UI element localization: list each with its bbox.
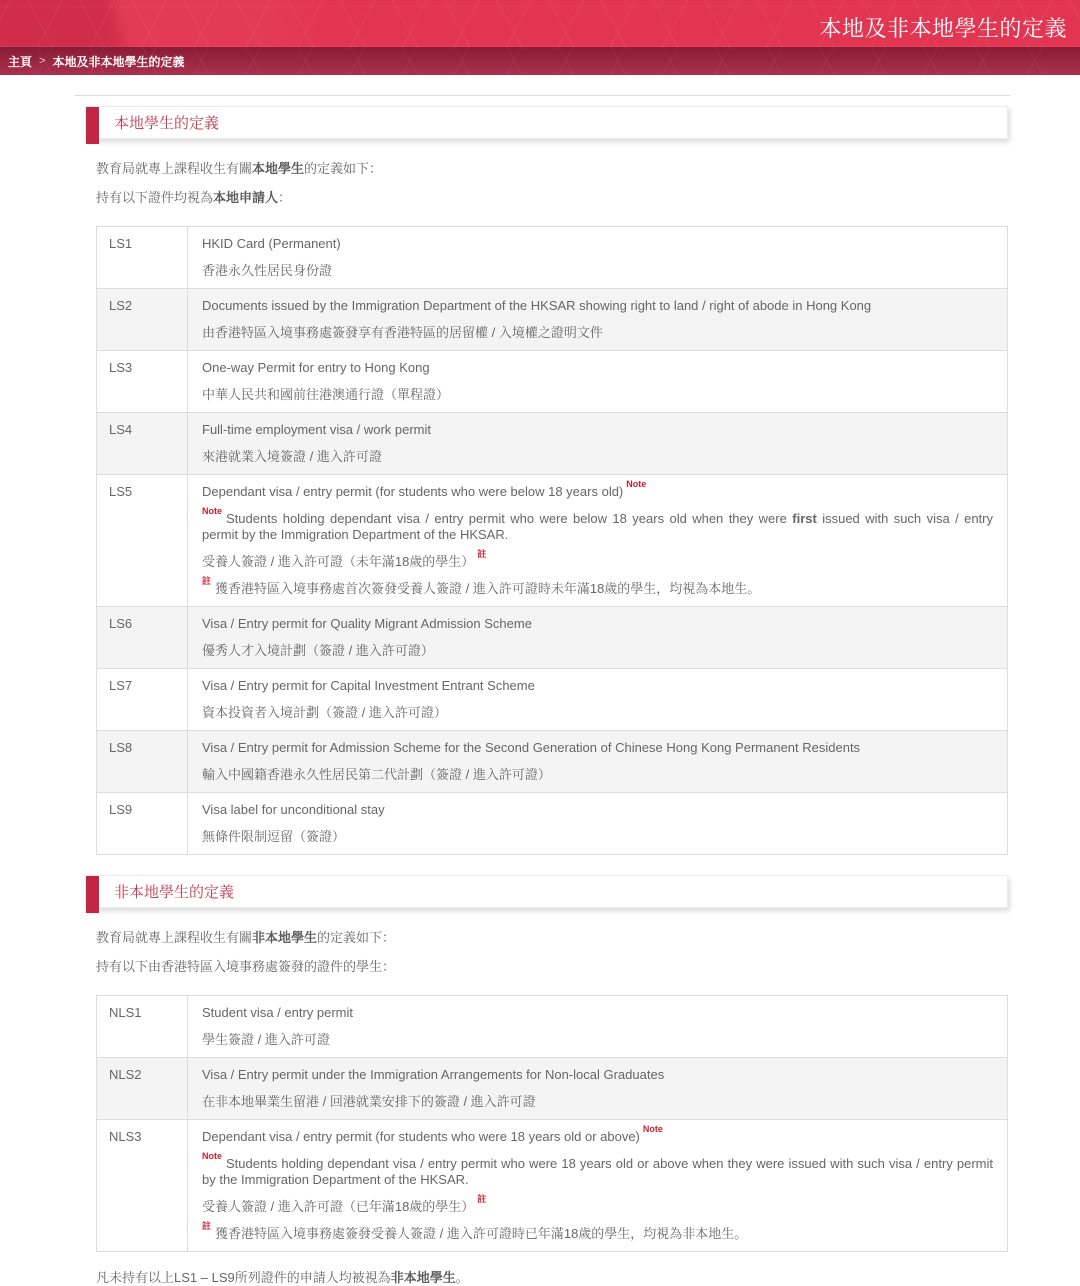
section-body-nonlocal [96,930,1008,1252]
section-heading-nonlocal: 非本地學生的定義 [114,884,235,901]
row-text-zh: 優秀人才入境計劃（簽證 / 進入許可證） [202,643,434,658]
row-code: LS9 [97,793,188,854]
table-row-ls1 [97,227,1007,288]
table-row-ls9 [97,792,1007,854]
table-row-ls6 [97,606,1007,668]
intro-paragraph: 教育局就專上課程收生有關本地學生的定義如下： [96,161,383,176]
row-text-en: HKID Card (Permanent) [202,236,341,251]
intro-paragraph: 持有以下證件均視為本地申請人： [96,190,292,205]
note-marker: Note [642,1123,663,1134]
local-students-table [96,226,1008,855]
row-code: LS5 [97,475,188,606]
row-text-en: Dependant visa / entry permit (for students who were 18 years old or above)$^{Note}$ [202,1123,663,1144]
row-note-zh: $^註$獲香港特區入境事務處首次簽發受養人簽證 / 進入許可證時未年滿18歲的學生，均視為本地生。 [202,575,761,596]
nonlocal-students-table [96,995,1008,1252]
section-heading-local: 本地學生的定義 [114,115,220,132]
row-code: LS4 [97,413,188,474]
row-text-en: Student visa / entry permit [202,1005,354,1020]
note-marker: 註 [202,575,212,586]
row-code: LS3 [97,351,188,412]
section-heading-accent-bar [86,107,99,144]
row-text-en: One-way Permit for entry to Hong Kong [202,360,430,375]
row-code: LS1 [97,227,188,288]
section-heading-accent-bar [86,876,99,913]
row-text-en: Visa / Entry permit for Quality Migrant Admission Scheme [202,616,532,631]
page-title: 本地及非本地學生的定義 [819,16,1067,41]
row-code: LS7 [97,669,188,730]
breadcrumb [0,47,1080,75]
row-text-zh: 在非本地畢業生留港 / 回港就業安排下的簽證 / 進入許可證 [202,1094,536,1109]
table-row-ls7 [97,668,1007,730]
row-text-zh: 中華人民共和國前往港澳通行證（單程證） [202,387,450,402]
note-marker: 註 [202,1220,212,1231]
row-text-en: Full-time employment visa / work permit [202,422,431,437]
note-marker: 註 [477,1193,487,1204]
row-code: LS2 [97,289,188,350]
row-text-zh: 資本投資者入境計劃（簽證 / 進入許可證） [202,705,447,720]
row-text-zh: 無條件限制逗留（簽證） [202,829,346,844]
page-header-banner [0,0,1080,47]
breadcrumb-current: 本地及非本地學生的定義 [52,54,185,69]
content-top-divider [75,95,1010,96]
table-row-ls5 [97,474,1007,606]
table-row-nls3 [97,1119,1007,1251]
row-text-en: Visa label for unconditional stay [202,802,385,817]
intro-paragraph: 持有以下由香港特區入境事務處簽發的證件的學生： [96,959,396,974]
section-heading-box [85,106,1008,139]
note-marker: Note [626,478,647,489]
row-note-en: $^{Note}$Students holding dependant visa / entry permit who were below 18 years old when they were first issued with such visa / entry permit by the Immigration Department of the HKSAR. [202,505,993,542]
section-local-students [0,106,1080,855]
main-content [0,95,1080,1286]
row-text-en: Visa / Entry permit for Admission Scheme for the Second Generation of Chinese Hong Kong Permanent Residents [202,740,861,755]
row-text-zh: 受養人簽證 / 進入許可證（已年滿18歲的學生）$^註$ [202,1193,487,1214]
table-row-ls2 [97,288,1007,350]
row-text-zh: 受養人簽證 / 進入許可證（未年滿18歲的學生）$^註$ [202,548,487,569]
row-text-zh: 由香港特區入境事務處簽發享有香港特區的居留權 / 入境權之證明文件 [202,325,603,340]
note-marker: Note [202,505,222,516]
breadcrumb-separator: > [39,55,46,67]
table-row-ls8 [97,730,1007,792]
row-code: NLS3 [97,1120,188,1251]
breadcrumb-home-link[interactable]: 主頁 [8,54,33,69]
row-text-en: Documents issued by the Immigration Department of the HKSAR showing right to land / right of abode in Hong Kong [202,298,872,313]
row-text-zh: 來港就業入境簽證 / 進入許可證 [202,449,382,464]
row-code: NLS2 [97,1058,188,1119]
row-text-zh: 學生簽證 / 進入許可證 [202,1032,330,1047]
note-marker: Note [202,1150,222,1161]
row-text-en: Visa / Entry permit for Capital Investment Entrant Scheme [202,678,535,693]
note-marker: 註 [477,548,487,559]
section-body-local [96,161,1008,855]
table-row-ls3 [97,350,1007,412]
row-text-en: Visa / Entry permit under the Immigration Arrangements for Non-local Graduates [202,1067,665,1082]
row-note-en: $^{Note}$Students holding dependant visa / entry permit who were 18 years old or above when they were issued with such visa / entry permit by the Immigration Department of the HKSAR. [202,1150,993,1187]
row-text-en: Dependant visa / entry permit (for students who were below 18 years old)$^{Note}$ [202,478,647,499]
section-heading-box [85,875,1008,908]
row-code: NLS1 [97,996,188,1057]
table-row-nls2 [97,1057,1007,1119]
intro-paragraph: 教育局就專上課程收生有關非本地學生的定義如下： [96,930,396,945]
row-code: LS6 [97,607,188,668]
closing-statement: 凡未持有以上LS1 – LS9所列證件的申請人均被視為非本地學生。 [96,1270,469,1285]
row-code: LS8 [97,731,188,792]
row-note-zh: $^註$獲香港特區入境事務處簽發受養人簽證 / 進入許可證時已年滿18歲的學生，均視為非本地生。 [202,1220,748,1241]
section-nonlocal-students [0,875,1080,1252]
row-text-zh: 輸入中國籍香港永久性居民第二代計劃（簽證 / 進入許可證） [202,767,551,782]
table-row-ls4 [97,412,1007,474]
table-row-nls1 [97,996,1007,1057]
row-text-zh: 香港永久性居民身份證 [202,263,333,278]
